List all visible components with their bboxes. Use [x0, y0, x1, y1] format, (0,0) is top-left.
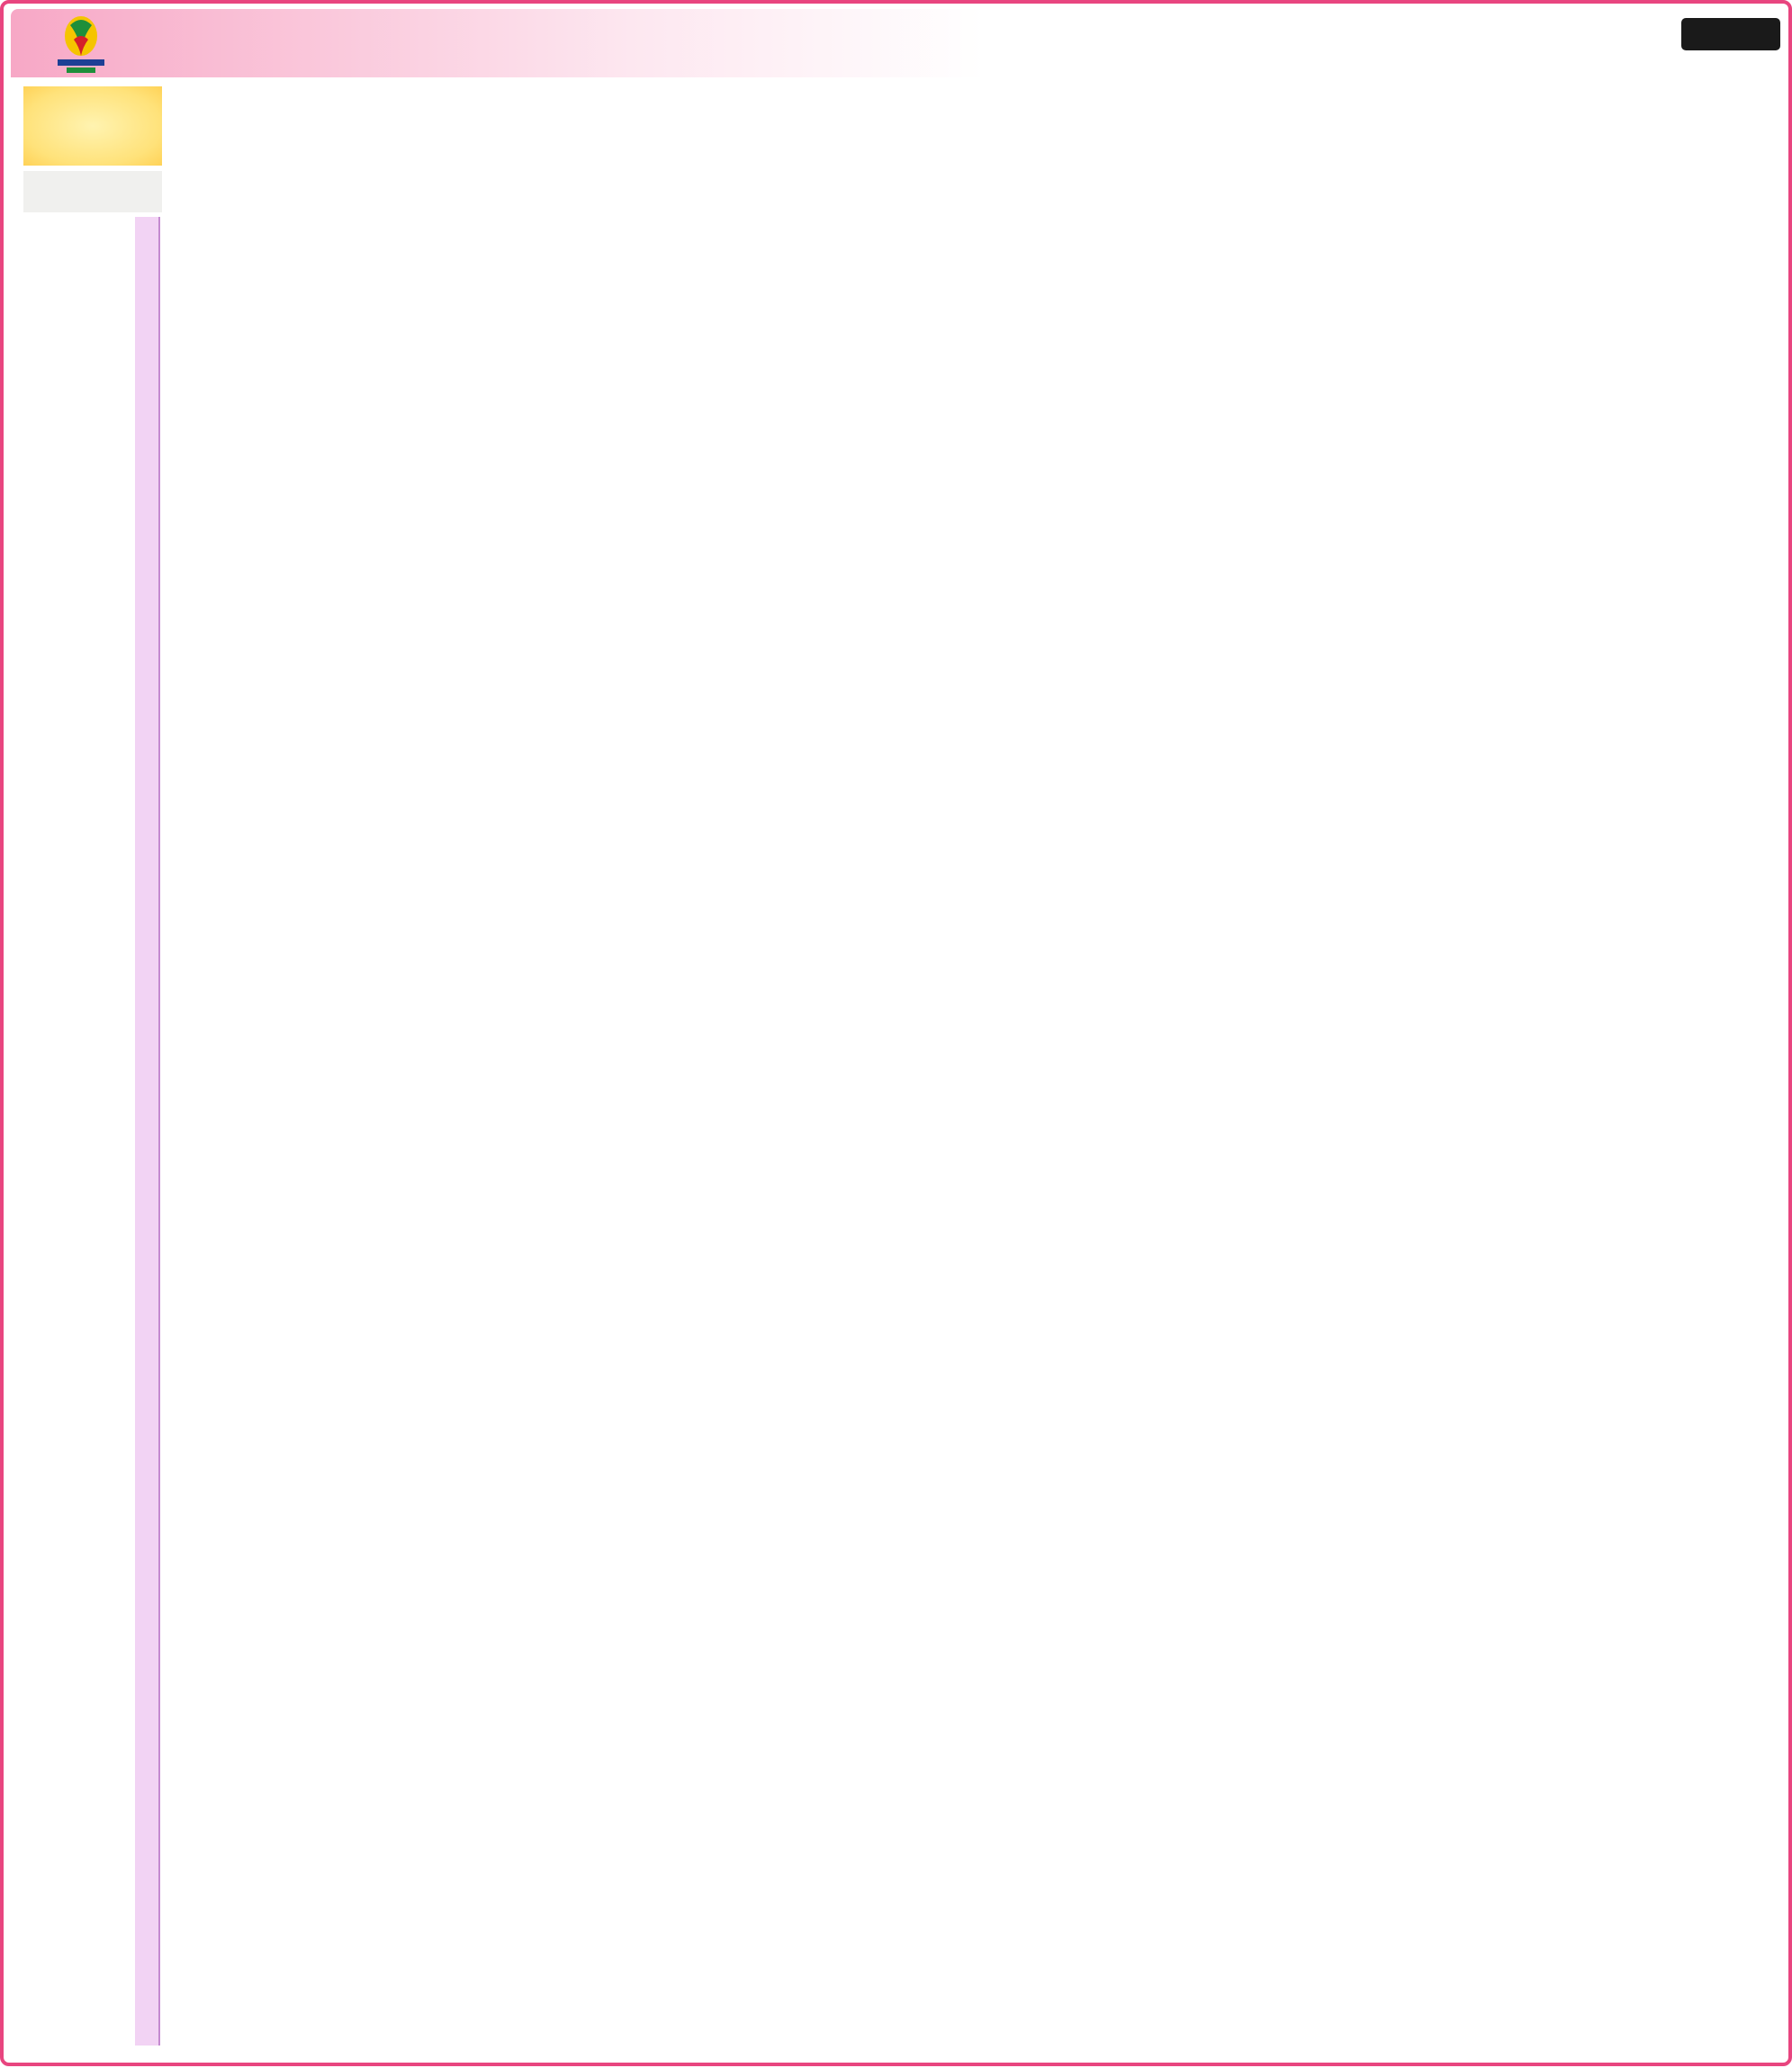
fifa-world-cup-logo — [54, 13, 108, 77]
stat-label-loss — [23, 198, 162, 212]
round-badge — [23, 86, 162, 166]
points-column — [135, 217, 160, 2046]
stat-label-draw — [23, 184, 162, 198]
ariva-logo[interactable] — [1681, 18, 1780, 50]
stat-label-win — [23, 171, 162, 184]
header-banner — [11, 9, 1781, 77]
